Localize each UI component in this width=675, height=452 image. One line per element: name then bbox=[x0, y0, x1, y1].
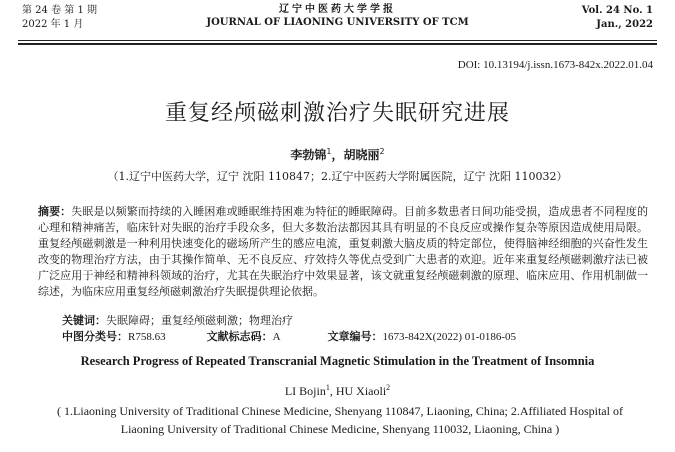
article-number-value: 1673-842X(2022) 01-0186-05 bbox=[382, 331, 517, 343]
affiliation: （1.辽宁中医药大学，辽宁 沈阳 110847；2.辽宁中医药大学附属医院，辽宁 沈阳 110032） bbox=[107, 170, 568, 183]
author-affil-marker: 1 bbox=[326, 147, 332, 156]
english-author-separator: , bbox=[329, 384, 336, 398]
doc-code-value: A bbox=[272, 331, 281, 343]
volume-issue-en: Vol. 24 No. 1 bbox=[581, 5, 653, 16]
journal-name-cn: 辽宁中医药大学学报 bbox=[279, 4, 396, 15]
header-rule-thin bbox=[18, 40, 657, 41]
clc-value: R758.63 bbox=[128, 331, 166, 343]
keywords-label: 关键词： bbox=[62, 314, 106, 327]
author-name: 李勃锦 bbox=[290, 148, 327, 162]
english-author-name: HU Xiaoli bbox=[335, 384, 387, 398]
abstract bbox=[38, 204, 648, 300]
header-rule-thick bbox=[18, 43, 657, 45]
paper-title: 重复经颅磁刺激治疗失眠研究进展 bbox=[164, 101, 510, 126]
journal-name-en: JOURNAL OF LIAONING UNIVERSITY OF TCM bbox=[206, 17, 469, 28]
author-affil-marker: 2 bbox=[379, 147, 385, 156]
author-list bbox=[0, 146, 675, 163]
abstract-label: 摘要： bbox=[38, 205, 72, 218]
english-author-list bbox=[0, 383, 675, 399]
english-affiliation: ( 1.Liaoning University of Traditional Chinese Medicine, Shenyang 110847, Liaoning, China; 2.Affiliated Hospital of Liaoning University of Traditional Chinese Medicine, Shenyang 110032, Liaoning, China ) bbox=[57, 404, 623, 436]
doc-code-label: 文献标志码： bbox=[206, 330, 273, 343]
author-name: 胡晓丽 bbox=[343, 148, 380, 162]
keywords bbox=[62, 312, 293, 328]
publication-date-en: Jan., 2022 bbox=[596, 19, 653, 30]
doi: DOI: 10.13194/j.issn.1673-842x.2022.01.04 bbox=[457, 59, 653, 71]
volume-issue: 第 24 卷 第 1 期 bbox=[22, 5, 97, 16]
abstract-text: 失眠是以频繁而持续的入睡困难或睡眠维持困难为特征的睡眠障碍。目前多数患者日间功能受损，造成患者不同程度的心理和精神痛苦，临床针对失眠的治疗手段众多，但大多数治法都因其具有明显的不良反应或操作复杂等原因造成使用局限。重复经颅磁刺激是一种利用快速变化的磁场所产生的感应电流，重复刺激大脑皮质的特定部位，使得脑神经细胞的兴奋性发生改变的物理治疗方法，由于其操作简单、无不良反应、疗效持久等优点受到广大患者的欢迎。近年来重复经颅磁刺激疗法已被广泛应用于神经和精神科领域的治疗，尤其在失眠治疗中效果显著，该文就重复经颅磁刺激的原理、临床应用、作用机制做一综述，为临床应用重复经颅磁刺激治疗失眠提供理论依据。 bbox=[38, 205, 648, 298]
clc-label: 中图分类号： bbox=[62, 330, 128, 343]
english-author-affil-marker: 1 bbox=[325, 383, 330, 392]
english-author-affil-marker: 2 bbox=[386, 383, 391, 392]
classification-line bbox=[62, 328, 516, 344]
author-separator: ， bbox=[331, 148, 344, 162]
keywords-text: 失眠障碍；重复经颅磁刺激；物理治疗 bbox=[106, 314, 293, 327]
english-author-name: LI Bojin bbox=[284, 384, 326, 398]
publication-date: 2022 年 1 月 bbox=[22, 19, 84, 30]
english-title: Research Progress of Repeated Transcranial Magnetic Stimulation in the Treatment of Insomnia bbox=[80, 354, 595, 368]
article-number-label: 文章编号： bbox=[327, 330, 383, 343]
